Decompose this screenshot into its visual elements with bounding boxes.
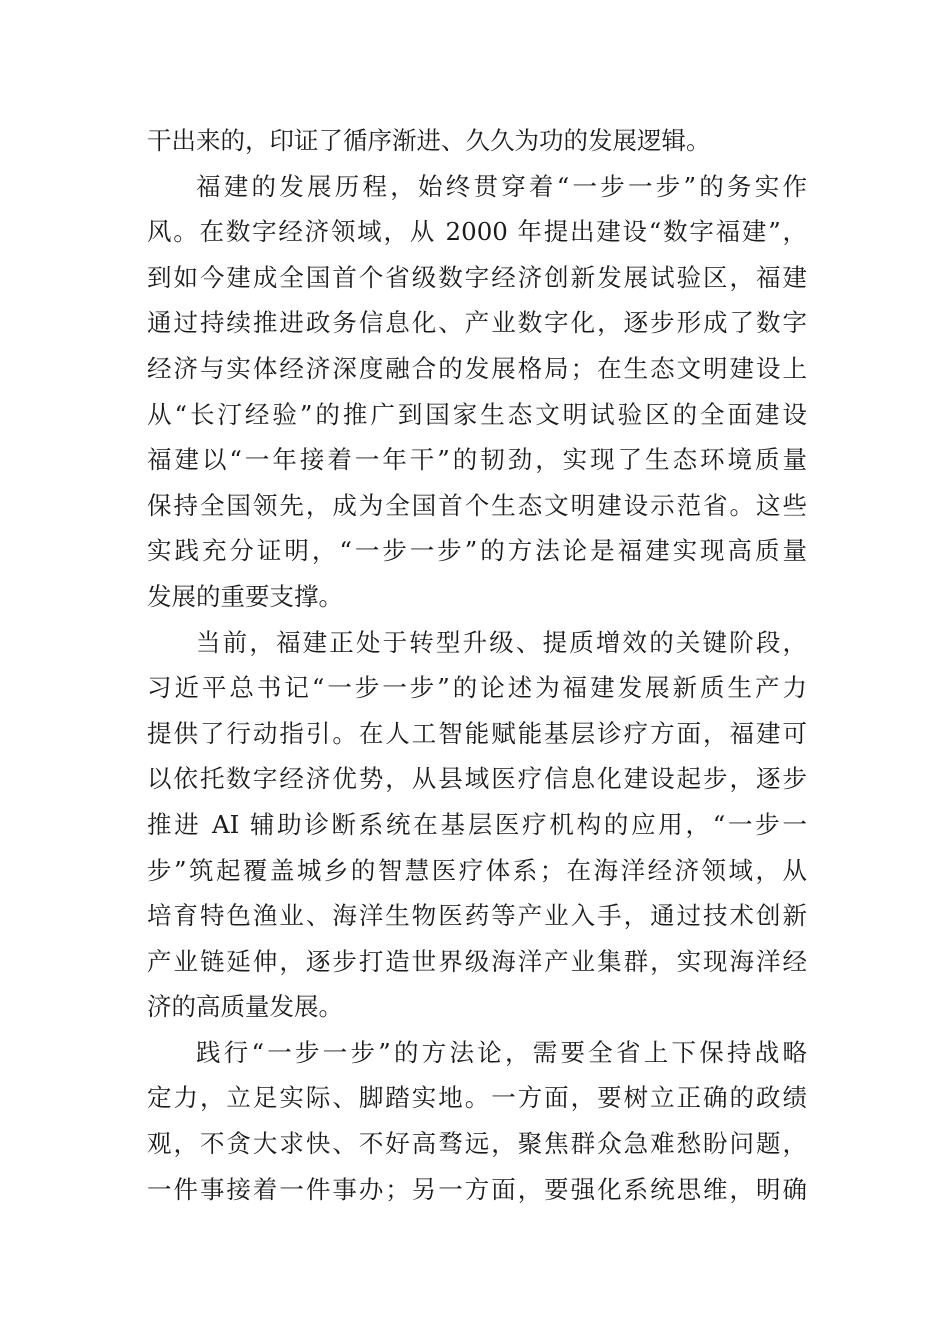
text-line: 济的高质量发展。: [147, 992, 343, 1022]
text-line: 从“长汀经验”的推广到国家生态文明试验区的全面建设: [147, 399, 807, 429]
text-line: 培育特色渔业、海洋生物医药等产业入手，通过技术创新: [147, 901, 807, 931]
text-line: 保持全国领先，成为全国首个生态文明建设示范省。这些: [147, 490, 807, 520]
text-line: 产业链延伸，逐步打造世界级海洋产业集群，实现海洋经: [147, 946, 807, 976]
text-line: 观，不贪大求快、不好高骛远，聚焦群众急难愁盼问题，: [147, 1129, 807, 1159]
text-line: 实践充分证明，“一步一步”的方法论是福建实现高质量: [147, 536, 807, 566]
text-line: 经济与实体经济深度融合的发展格局；在生态文明建设上: [147, 353, 807, 383]
text-line: 习近平总书记“一步一步”的论述为福建发展新质生产力: [147, 673, 807, 703]
text-line: 以依托数字经济优势，从县域医疗信息化建设起步，逐步: [147, 764, 807, 794]
text-line: 发展的重要支撑。: [147, 581, 343, 611]
text-line: 干出来的，印证了循序渐进、久久为功的发展逻辑。: [147, 126, 711, 155]
paragraph-first-line: 福建的发展历程，始终贯穿着“一步一步”的务实作: [196, 171, 807, 201]
text-line: 推进 AI 辅助诊断系统在基层医疗机构的应用，“一步一: [147, 809, 807, 839]
paragraph-first-line: 当前，福建正处于转型升级、提质增效的关键阶段，: [196, 627, 807, 657]
text-line: 通过持续推进政务信息化、产业数字化，逐步形成了数字: [147, 308, 807, 338]
document-body: [147, 118, 807, 1212]
text-line: 提供了行动指引。在人工智能赋能基层诊疗方面，福建可: [147, 718, 807, 748]
text-line: 福建以“一年接着一年干”的韧劲，实现了生态环境质量: [147, 445, 807, 475]
paragraph-first-line: 践行“一步一步”的方法论，需要全省上下保持战略: [196, 1037, 807, 1067]
text-line: 定力，立足实际、脚踏实地。一方面，要树立正确的政绩: [147, 1083, 807, 1113]
text-line: 到如今建成全国首个省级数字经济创新发展试验区，福建: [147, 262, 807, 292]
text-line: 一件事接着一件事办；另一方面，要强化系统思维，明确: [147, 1174, 807, 1204]
text-line: 步”筑起覆盖城乡的智慧医疗体系；在海洋经济领域，从: [147, 855, 807, 885]
text-line: 风。在数字经济领域，从 2000 年提出建设“数字福建”，: [147, 217, 807, 247]
